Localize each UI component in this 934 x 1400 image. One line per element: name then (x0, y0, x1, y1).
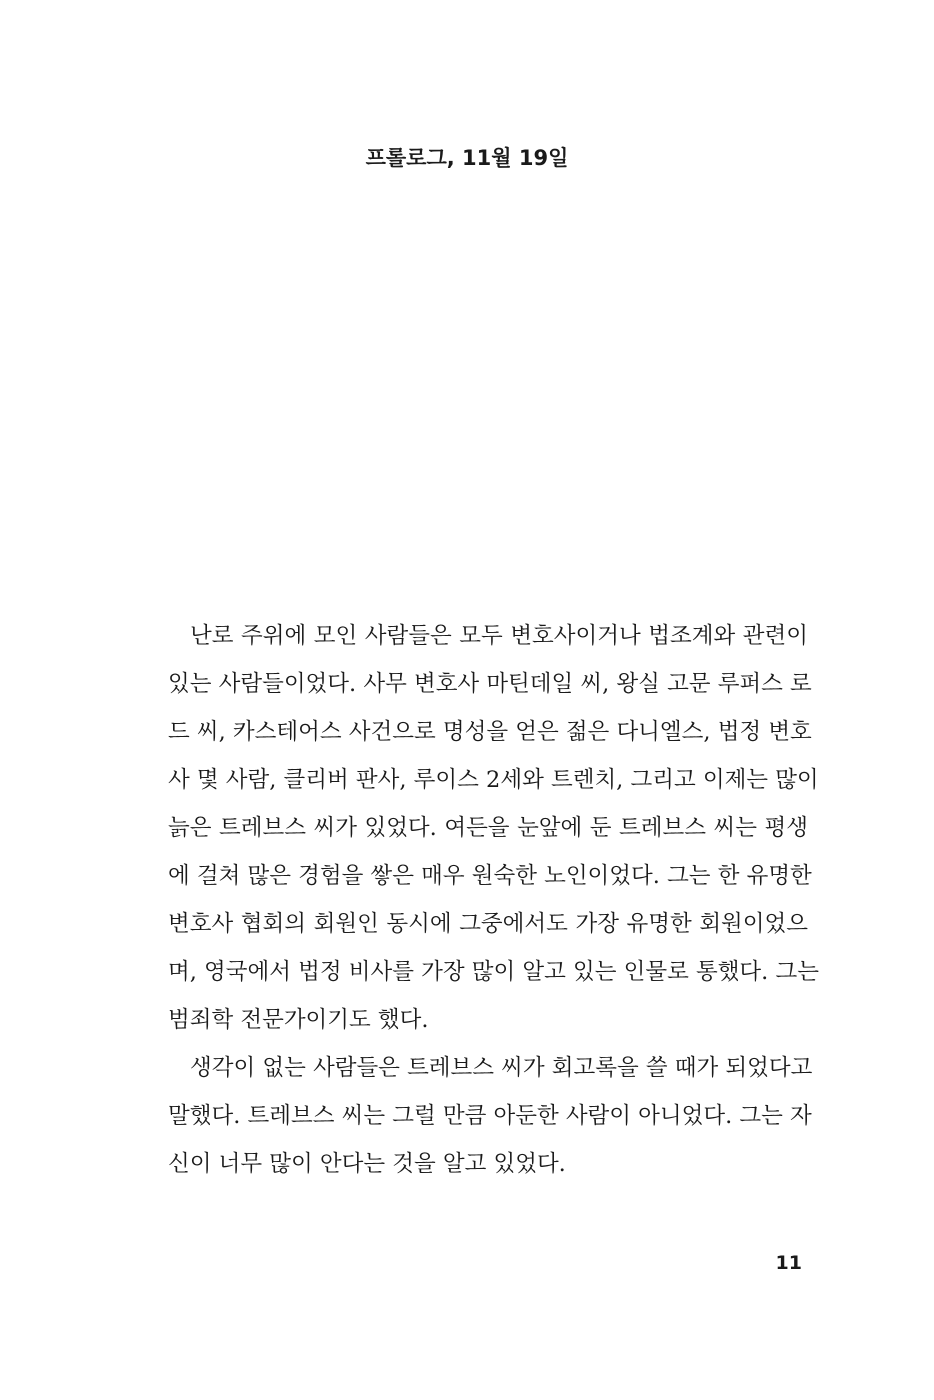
text-line: 드 씨, 카스테어스 사건으로 명성을 얻은 젊은 다니엘스, 법정 변호 (168, 719, 812, 745)
text-line: 변호사 협회의 회원인 동시에 그중에서도 가장 유명한 회원이었으 (168, 911, 808, 937)
text-line: 신이 너무 많이 안다는 것을 알고 있었다. (168, 1151, 566, 1177)
text-line: 난로 주위에 모인 사람들은 모두 변호사이거나 법조계와 관련이 (190, 623, 808, 649)
text-line: 에 걸쳐 많은 경험을 쌓은 매우 원숙한 노인이었다. 그는 한 유명한 (168, 863, 812, 889)
chapter-title: 프롤로그, 11월 19일 (365, 146, 569, 170)
text-line: 늙은 트레브스 씨가 있었다. 여든을 눈앞에 둔 트레브스 씨는 평생 (168, 815, 808, 841)
page-number: 11 (775, 1252, 802, 1274)
text-line: 범죄학 전문가이기도 했다. (168, 1007, 429, 1033)
text-line: 생각이 없는 사람들은 트레브스 씨가 회고록을 쓸 때가 되었다고 (190, 1055, 813, 1081)
paragraph (168, 1044, 813, 1188)
text-line: 사 몇 사람, 클리버 판사, 루이스 2세와 트렌치, 그리고 이제는 많이 (168, 767, 819, 793)
paragraph (168, 612, 819, 1044)
body-text (168, 612, 819, 1188)
text-line: 말했다. 트레브스 씨는 그럴 만큼 아둔한 사람이 아니었다. 그는 자 (168, 1103, 812, 1129)
text-line: 며, 영국에서 법정 비사를 가장 많이 알고 있는 인물로 통했다. 그는 (168, 959, 819, 985)
text-line: 있는 사람들이었다. 사무 변호사 마틴데일 씨, 왕실 고문 루퍼스 로 (168, 671, 812, 697)
